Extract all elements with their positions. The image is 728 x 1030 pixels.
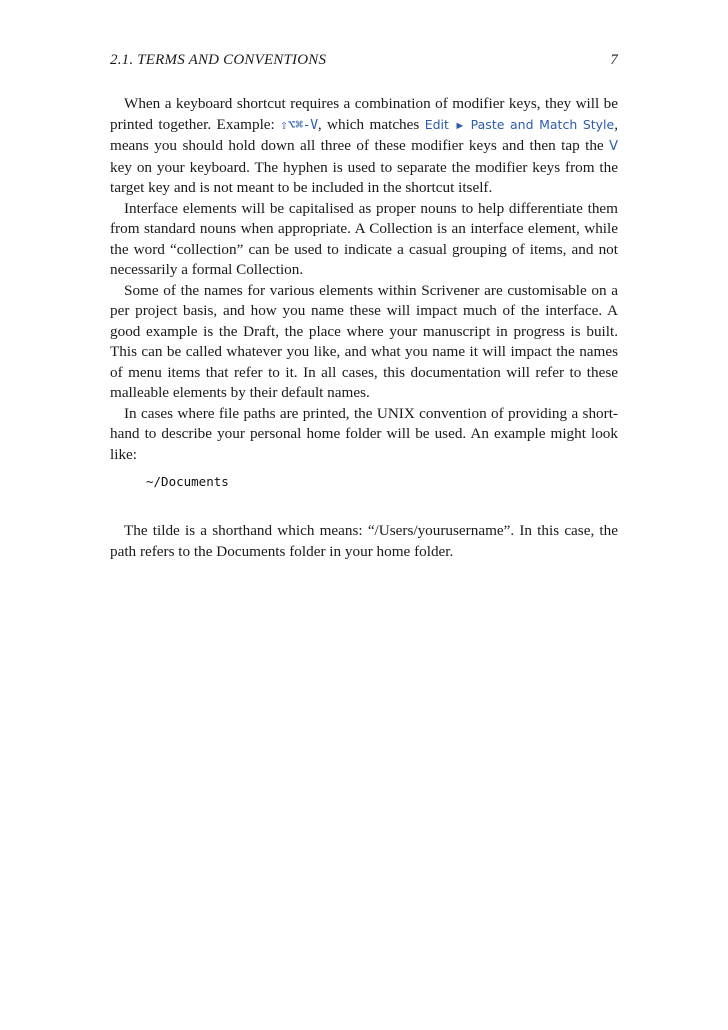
paragraph-shortcuts	[110, 94, 618, 199]
key-name: V	[609, 139, 618, 154]
paragraph-text: , means you should hold down all three of these modifier keys and then tap the	[110, 115, 619, 154]
paragraph-text: When a keyboard shortcut requires a combination of modifier keys, they will be printed together. Example:	[110, 95, 618, 133]
running-header	[110, 52, 618, 76]
paragraph-file-paths: In cases where file paths are printed, the UNIX convention of providing a short-hand to describe your personal home folder will be used. An example might look like:	[110, 404, 618, 463]
section-title: 2.1. TERMS AND CONVENTIONS	[110, 52, 327, 68]
page-number: 7	[610, 52, 618, 68]
menu-arrow-icon: ►	[454, 119, 466, 132]
paragraph-text: , which matches	[317, 115, 425, 133]
code-example: ~/Documents	[146, 474, 229, 489]
document-page	[110, 52, 618, 562]
body-text	[110, 94, 618, 562]
paragraph-text: key on your keyboard. The hyphen is used to separate the modifier keys from the target key and is not meant to be included in the shortcut itself.	[110, 158, 618, 196]
paragraph-interface-elements: Interface elements will be capitalised as proper nouns to help differentiate them from standard nouns when appropriate. A Collection is an interface element, while the word “collection” can be used to indicate a casual grouping of items, and not necessarily a formal Collection.	[110, 199, 618, 278]
menu-path-edit: Edit	[424, 116, 449, 132]
menu-path-item: Paste and Match Style	[470, 116, 615, 132]
paragraph-customisable-names: Some of the names for various elements within Scrivener are customisable on a per project basis, and how you name these will impact much of the interface. A good example is the Draft, the place where your manuscript in progress is built. This can be called whatever you like, and what you name it will impact the names of menu items that refer to it. In all cases, this documentation will refer to these malleable elements by their default names.	[110, 281, 618, 401]
paragraph-tilde: The tilde is a shorthand which means: “/Users/yourusername”. In this case, the path refers to the Documents folder in your home folder.	[110, 522, 618, 560]
keyboard-shortcut: ⇧⌥⌘-V	[280, 117, 318, 133]
